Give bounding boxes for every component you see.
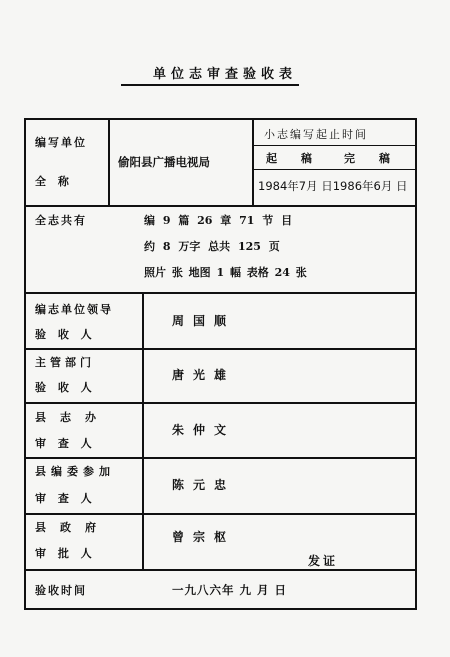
footer-value: 一九八六年 九 月 日 xyxy=(172,583,288,597)
footer-label: 验收时间 xyxy=(35,584,87,597)
row-divider xyxy=(26,348,415,350)
period-end-label: 完 稿 xyxy=(344,152,400,165)
compiler-value: 偷阳县广播电视局 xyxy=(118,155,210,169)
row-label-2: 验 收 人 xyxy=(35,381,96,394)
signer-name: 周国顺 xyxy=(172,314,236,328)
row-divider xyxy=(26,292,415,294)
period-value: 1984年7月 日1986年6月 日 xyxy=(258,179,408,193)
row-divider xyxy=(26,205,415,207)
review-form-table xyxy=(24,118,417,610)
period-title: 小志编写起止时间 xyxy=(264,128,368,141)
row-label-2: 审 批 人 xyxy=(35,547,96,560)
summary-line-2: 约 8 万字 总共 125 页 xyxy=(144,240,280,253)
summary-label: 全志共有 xyxy=(35,214,87,227)
summary-line-3: 照片 张 地图 1 幅 表格 24 张 xyxy=(144,266,307,279)
signer-name: 陈元忠 xyxy=(172,478,236,492)
row-label-1: 县编委参加 xyxy=(35,465,115,478)
signature-column-divider xyxy=(142,292,144,569)
row-label-2: 审 查 人 xyxy=(35,437,96,450)
row-label-1: 县政府 xyxy=(35,521,110,534)
compiler-label-1: 编写单位 xyxy=(35,136,87,149)
header-divider-right xyxy=(252,120,254,205)
period-title-rule xyxy=(252,145,415,146)
row-label-1: 编志单位领导 xyxy=(35,303,113,316)
header-divider-left xyxy=(108,120,110,205)
row-divider xyxy=(26,402,415,404)
title-underline xyxy=(121,84,299,86)
row-divider xyxy=(26,513,415,515)
row-divider xyxy=(26,457,415,459)
signer-name: 曾宗枢 xyxy=(172,530,236,544)
period-label-rule xyxy=(252,169,415,170)
compiler-label-2: 全 称 xyxy=(35,175,73,188)
row-label-2: 审 查 人 xyxy=(35,492,96,505)
signer-name: 唐光雄 xyxy=(172,368,236,382)
row-divider xyxy=(26,569,415,571)
summary-line-1: 编 9 篇 26 章 71 节 目 xyxy=(144,214,293,227)
form-title: 单位志审查验收表 xyxy=(152,67,297,82)
certificate-note: 发证 xyxy=(308,554,339,568)
row-label-1: 县志办 xyxy=(35,411,110,424)
row-label-1: 主管部门 xyxy=(35,356,95,369)
signer-name: 朱仲文 xyxy=(172,423,236,437)
row-label-2: 验 收 人 xyxy=(35,328,96,341)
period-start-label: 起 稿 xyxy=(266,152,322,165)
